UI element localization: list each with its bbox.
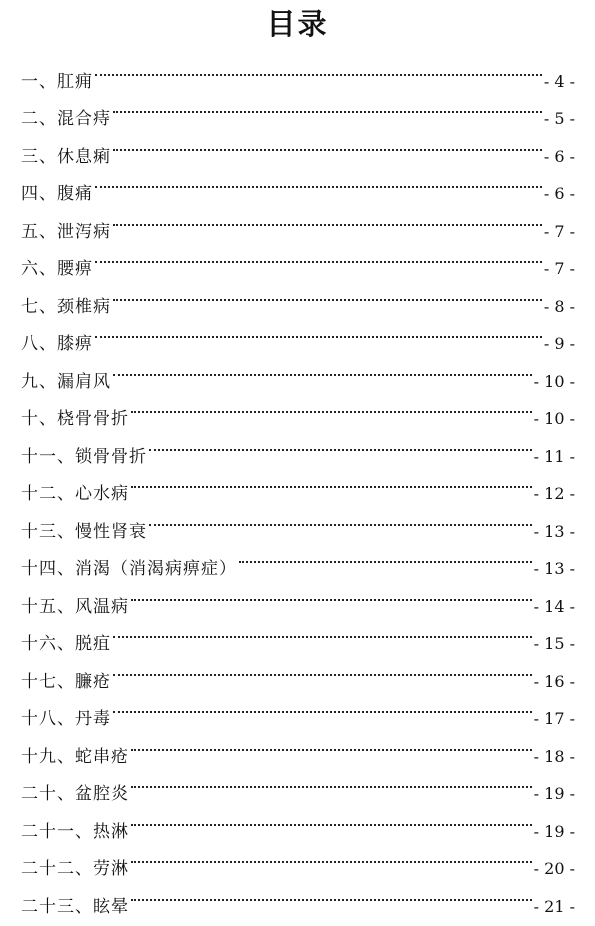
toc-entry-label: 六、腰痹 bbox=[21, 251, 93, 289]
toc-entry-label: 十、桡骨骨折 bbox=[21, 401, 129, 439]
toc-entry-page-number: - 6 - bbox=[544, 175, 575, 213]
toc-entry-label: 十二、心水病 bbox=[21, 476, 129, 514]
toc-entry-page-number: - 19 - bbox=[534, 775, 575, 813]
dot-leader bbox=[113, 87, 542, 125]
dot-leader bbox=[131, 874, 532, 912]
dot-leader bbox=[113, 687, 532, 725]
toc-entry-label: 三、休息痢 bbox=[21, 139, 111, 177]
dot-leader bbox=[131, 462, 532, 500]
dot-leader bbox=[131, 762, 532, 800]
toc-entry-page-number: - 10 - bbox=[534, 363, 575, 401]
toc-entry[interactable] bbox=[21, 312, 575, 350]
toc-entry[interactable] bbox=[21, 237, 575, 275]
dot-leader bbox=[131, 387, 532, 425]
toc-entry-label: 二十一、热淋 bbox=[21, 814, 129, 852]
toc-entry-page-number: - 15 - bbox=[534, 625, 575, 663]
toc-entry-label: 十八、丹毒 bbox=[21, 701, 111, 739]
toc-entry-page-number: - 7 - bbox=[544, 250, 575, 288]
toc-entry-page-number: - 12 - bbox=[534, 475, 575, 513]
dot-leader bbox=[113, 274, 542, 312]
toc-entry-page-number: - 11 - bbox=[534, 438, 575, 476]
page-title: 目录 bbox=[0, 4, 595, 44]
toc-entry-label: 十一、锁骨骨折 bbox=[21, 439, 147, 477]
toc-entry-label: 十七、臁疮 bbox=[21, 664, 111, 702]
dot-leader bbox=[149, 424, 532, 462]
toc-entry-page-number: - 6 - bbox=[544, 138, 575, 176]
toc-entry-page-number: - 21 - bbox=[534, 888, 575, 926]
toc-entry-label: 二、混合痔 bbox=[21, 101, 111, 139]
dot-leader bbox=[95, 49, 542, 87]
toc-entry-page-number: - 16 - bbox=[534, 663, 575, 701]
toc-entry-label: 二十二、劳淋 bbox=[21, 851, 129, 889]
toc-entry-page-number: - 18 - bbox=[534, 738, 575, 776]
dot-leader bbox=[131, 574, 532, 612]
dot-leader bbox=[95, 237, 542, 275]
toc-entry-label: 二十、盆腔炎 bbox=[21, 776, 129, 814]
dot-leader bbox=[149, 499, 532, 537]
toc-entry-page-number: - 8 - bbox=[544, 288, 575, 326]
toc-entry-label: 十九、蛇串疮 bbox=[21, 739, 129, 777]
toc-entry-label: 十五、风温病 bbox=[21, 589, 129, 627]
dot-leader bbox=[113, 349, 532, 387]
toc-entry-page-number: - 20 - bbox=[534, 850, 575, 888]
dot-leader bbox=[131, 799, 532, 837]
dot-leader bbox=[131, 837, 532, 875]
dot-leader bbox=[113, 199, 542, 237]
toc-entry-page-number: - 14 - bbox=[534, 588, 575, 626]
table-of-contents bbox=[21, 49, 575, 912]
dot-leader bbox=[95, 312, 542, 350]
toc-entry[interactable] bbox=[21, 87, 575, 125]
toc-entry-label: 五、泄泻病 bbox=[21, 214, 111, 252]
toc-entry[interactable] bbox=[21, 49, 575, 87]
toc-entry-label: 十四、消渴（消渴病痹症） bbox=[21, 551, 237, 589]
toc-entry-label: 九、漏肩风 bbox=[21, 364, 111, 402]
dot-leader bbox=[113, 124, 542, 162]
toc-entry[interactable] bbox=[21, 274, 575, 312]
toc-entry-label: 二十三、眩晕 bbox=[21, 889, 129, 926]
toc-entry-label: 四、腹痛 bbox=[21, 176, 93, 214]
toc-entry-label: 十三、慢性肾衰 bbox=[21, 514, 147, 552]
toc-entry-label: 七、颈椎病 bbox=[21, 289, 111, 327]
toc-entry-page-number: - 5 - bbox=[544, 100, 575, 138]
toc-entry-label: 八、膝痹 bbox=[21, 326, 93, 364]
toc-entry-page-number: - 17 - bbox=[534, 700, 575, 738]
toc-entry[interactable] bbox=[21, 162, 575, 200]
dot-leader bbox=[95, 162, 542, 200]
toc-entry-page-number: - 19 - bbox=[534, 813, 575, 851]
toc-entry-page-number: - 10 - bbox=[534, 400, 575, 438]
toc-entry-label: 十六、脱疽 bbox=[21, 626, 111, 664]
dot-leader bbox=[131, 724, 532, 762]
toc-entry-page-number: - 4 - bbox=[544, 63, 575, 101]
dot-leader bbox=[113, 649, 532, 687]
dot-leader bbox=[239, 537, 532, 575]
toc-entry-page-number: - 7 - bbox=[544, 213, 575, 251]
toc-entry[interactable] bbox=[21, 199, 575, 237]
dot-leader bbox=[113, 612, 532, 650]
toc-entry-page-number: - 13 - bbox=[534, 513, 575, 551]
toc-entry[interactable] bbox=[21, 349, 575, 387]
toc-entry-page-number: - 9 - bbox=[544, 325, 575, 363]
toc-entry-page-number: - 13 - bbox=[534, 550, 575, 588]
toc-entry-label: 一、肛痈 bbox=[21, 64, 93, 102]
